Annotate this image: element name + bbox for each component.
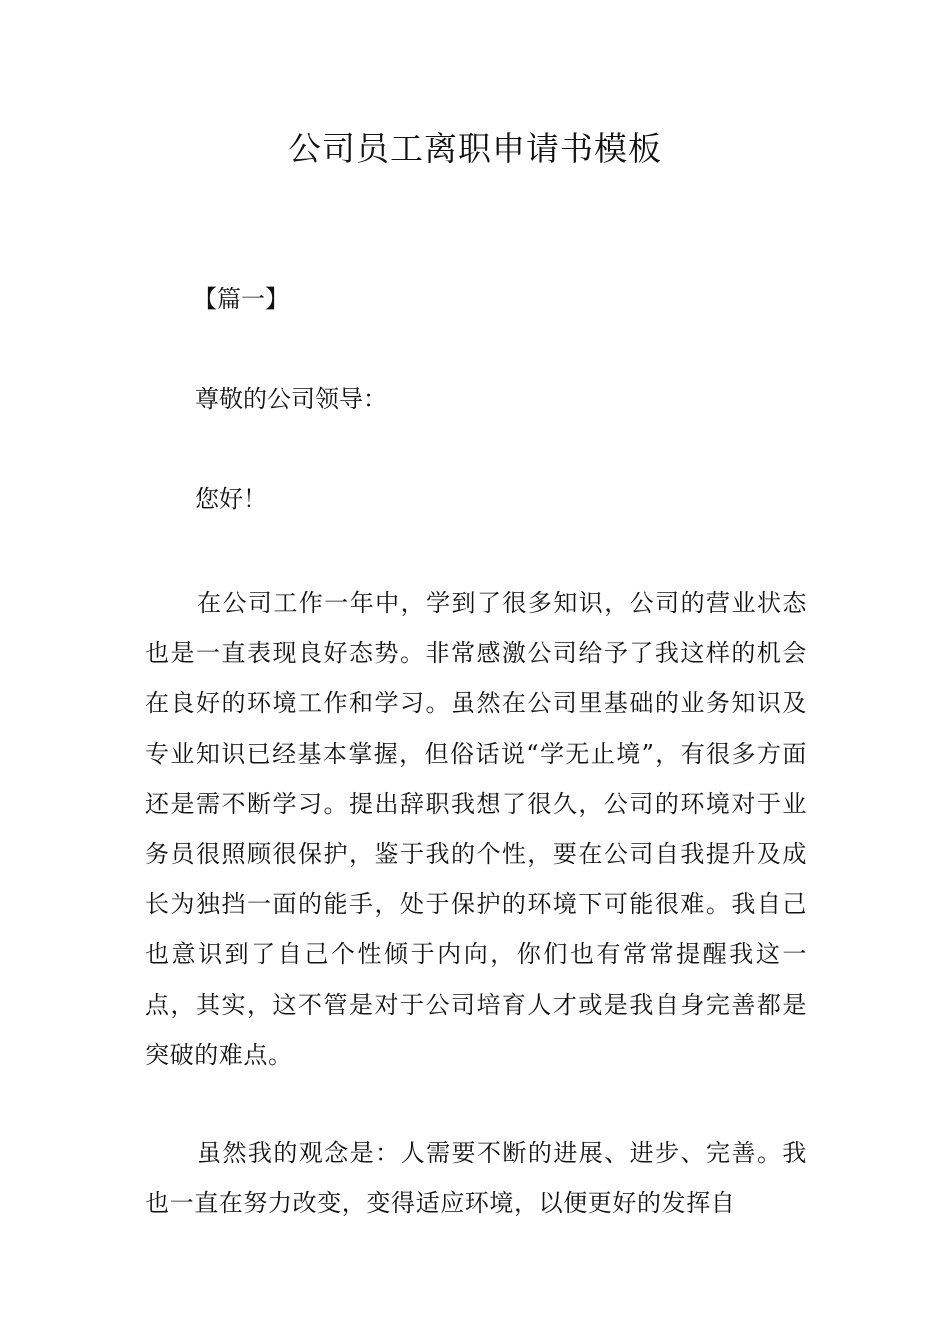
greeting: 您好！ bbox=[195, 485, 267, 513]
body-paragraph-2: 虽然我的观念是：人需要不断的进展、进步、完善。我也一直在努力改变，变得适应环境，以便更好的发挥自 bbox=[145, 1139, 807, 1218]
salutation: 尊敬的公司领导： bbox=[195, 385, 387, 413]
document-title: 公司员工离职申请书模板 bbox=[288, 129, 662, 168]
body-paragraph-1: 在公司工作一年中，学到了很多知识，公司的营业状态也是一直表现良好态势。非常感激公司给予了我这样的机会在良好的环境工作和学习。虽然在公司里基础的业务知识及专业知识已经基本掌握，但俗话说“学无止境”，有很多方面还是需不断学习。提出辞职我想了很久，公司的环境对于业务员很照顾很保护，鉴于我的个性，要在公司自我提升及成长为独挡一面的能手，处于保护的环境下可能很难。我自己也意识到了自己个性倾于内向，你们也有常常提醒我这一点，其实，这不管是对于公司培育人才或是我自身完善都是突破的难点。 bbox=[145, 589, 807, 1069]
section-label: 【篇一】 bbox=[193, 285, 289, 313]
